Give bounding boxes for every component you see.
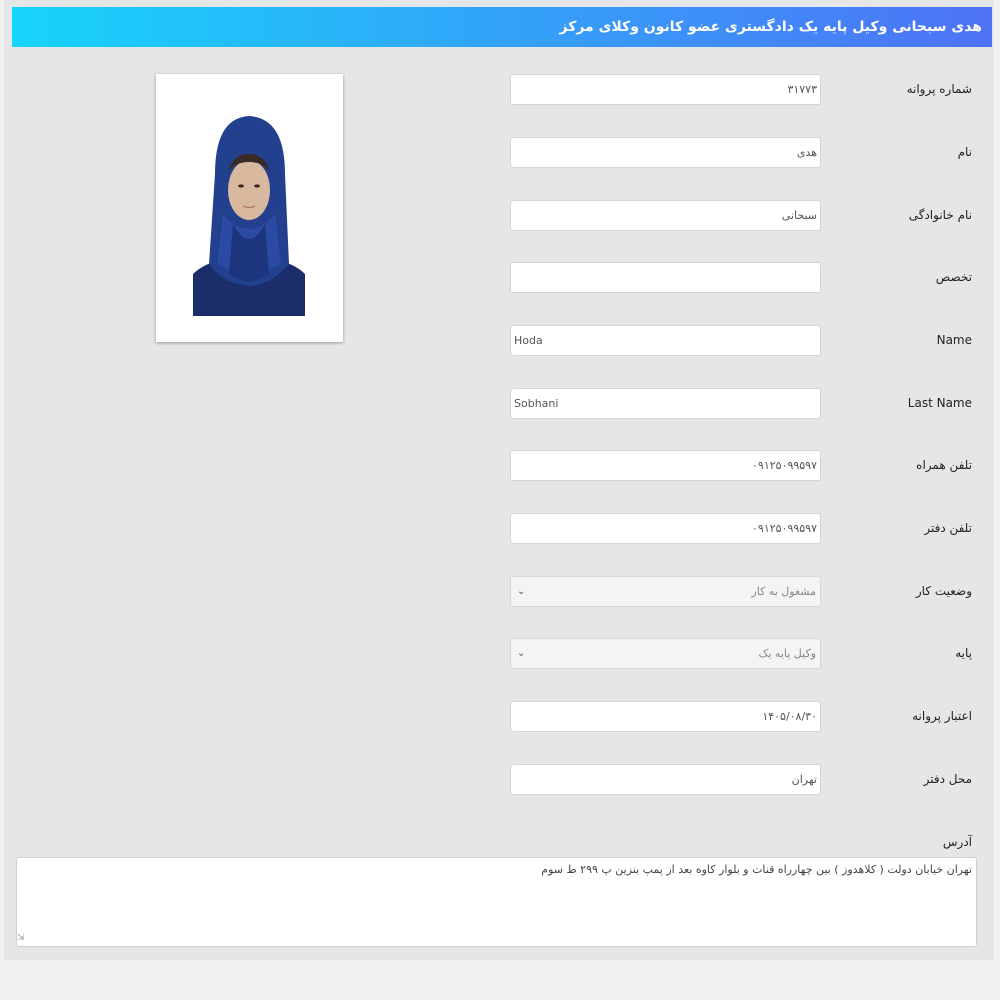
profile-photo — [193, 114, 305, 316]
profile-header — [12, 7, 992, 47]
work-status-label: وضعیت کار — [915, 584, 972, 598]
office-location-input[interactable] — [510, 764, 821, 795]
license-number-label: شماره پروانه — [906, 82, 972, 96]
grade-label: پایه — [955, 646, 972, 660]
address-textarea[interactable]: تهران خیابان دولت ( کلاهدوز ) بین چهارراه قنات و بلوار کاوه بعد از پمپ بنزین پ ۲۹۹ ط سوم — [16, 857, 977, 947]
license-validity-label: اعتبار پروانه — [912, 709, 972, 723]
mobile-label: تلفن همراه — [916, 458, 972, 472]
work-status-value: مشغول به کار — [751, 585, 816, 598]
license-number-input[interactable] — [510, 74, 821, 105]
name-en-label: Name — [936, 333, 972, 347]
address-label: آدرس — [942, 835, 972, 849]
first-name-input[interactable] — [510, 137, 821, 168]
profile-card — [4, 0, 994, 960]
specialty-input[interactable] — [510, 262, 821, 293]
name-en-input[interactable] — [510, 325, 821, 356]
office-location-label: محل دفتر — [923, 772, 972, 786]
first-name-label: نام — [957, 145, 972, 159]
page-title: هدی سبحانی وکیل پایه یک دادگستری عضو کانون وکلای مرکز — [559, 19, 982, 35]
grade-select[interactable] — [510, 638, 821, 669]
resize-handle-icon[interactable]: ⇲ — [17, 933, 25, 943]
family-name-label: نام خانوادگی — [908, 208, 972, 222]
grade-value: وکیل پایه یک — [758, 647, 816, 660]
chevron-down-icon: ⌄ — [517, 586, 526, 597]
specialty-label: تخصص — [935, 270, 972, 284]
chevron-down-icon: ⌄ — [517, 648, 526, 659]
mobile-input[interactable] — [510, 450, 821, 481]
last-name-en-input[interactable] — [510, 388, 821, 419]
office-phone-input[interactable] — [510, 513, 821, 544]
license-validity-input[interactable] — [510, 701, 821, 732]
profile-photo-frame — [156, 74, 343, 342]
work-status-select[interactable] — [510, 576, 821, 607]
family-name-input[interactable] — [510, 200, 821, 231]
last-name-en-label: Last Name — [907, 396, 972, 410]
portrait-image — [193, 114, 305, 316]
office-phone-label: تلفن دفتر — [924, 521, 972, 535]
